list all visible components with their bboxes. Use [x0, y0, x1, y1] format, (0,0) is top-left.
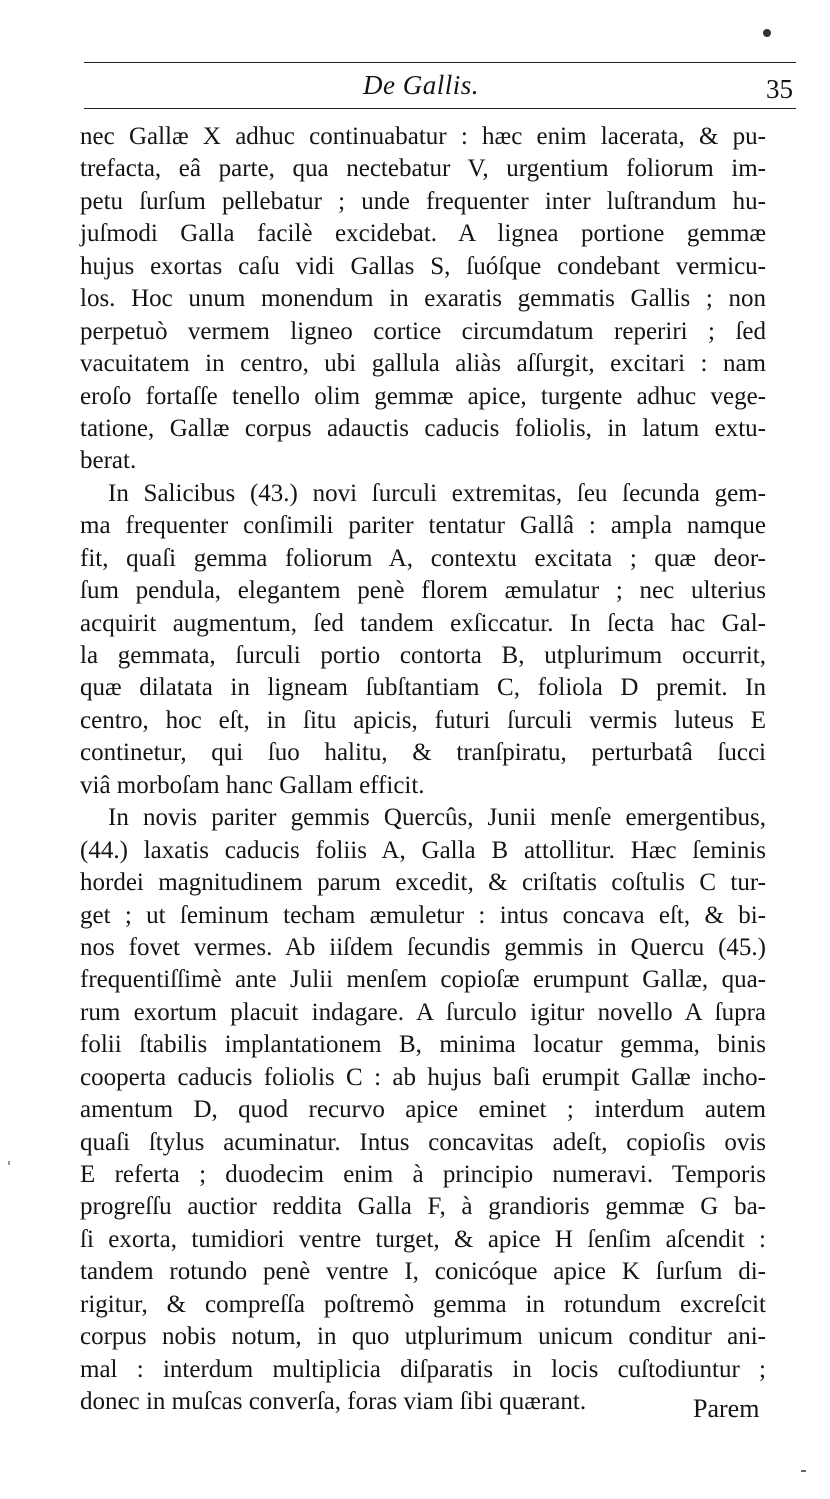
text-line: cooperta caducis foliolis C : ab hujus baſi erumpit Gallæ incho- [80, 1063, 766, 1091]
page-number: 35 [766, 74, 793, 104]
text-line: donec in muſcas converſa, foras viam ſibi quærant. [80, 1388, 587, 1416]
text-line: rum exortum placuit indagare. A ſurculo igitur novello A ſupra [80, 998, 766, 1026]
text-line: amentum D, quod recurvo apice eminet ; interdum autem [80, 1096, 766, 1124]
running-title: De Gallis. [363, 70, 479, 100]
text-line: get ; ut ſeminum techam æmuletur : intus concava eſt, & bi- [80, 901, 766, 929]
text-line: los. Hoc unum monendum in exaratis gemmatis Gallis ; non [80, 285, 766, 313]
header-rule [84, 108, 796, 109]
running-head [0, 70, 830, 106]
text-line: petu ſurſum pellebatur ; unde frequenter inter luſtrandum hu- [80, 187, 766, 215]
text-line: mal : interdum multiplicia diſparatis in locis cuſtodiuntur ; [80, 1355, 766, 1383]
margin-mark [8, 1161, 10, 1165]
text-line: fit, quaſi gemma foliorum A, contextu excitata ; quæ deor- [80, 544, 766, 572]
text-line: ſum pendula, elegantem penè florem æmulatur ; nec ulterius [80, 577, 766, 605]
text-line: juſmodi Galla facilè excidebat. A lignea portione gemmæ [80, 220, 766, 248]
text-line: trefacta, eâ parte, qua nectebatur V, urgentium foliorum im- [80, 155, 766, 183]
text-line: folii ſtabilis implantationem B, minima locatur gemma, binis [80, 1031, 766, 1059]
text-line: nec Gallæ X adhuc continuabatur : hæc enim lacerata, & pu- [80, 123, 766, 150]
catchword: Parem [693, 1394, 760, 1423]
ink-speck [763, 29, 771, 37]
top-rule [84, 62, 796, 63]
text-line: ſi exorta, tumidiori ventre turget, & apice H ſenſim aſcendit : [80, 1225, 766, 1253]
margin-mark [801, 1470, 806, 1472]
text-line: progreſſu auctior reddita Galla F, à grandioris gemmæ G ba- [80, 1193, 766, 1221]
text-line: vacuitatem in centro, ubi gallula aliàs aſſurgit, excitari : nam [80, 350, 766, 378]
text-line: berat. [80, 447, 137, 475]
text-line: hujus exortas caſu vidi Gallas S, ſuóſque condebant vermicu- [80, 252, 766, 280]
text-line: frequentiſſimè ante Julii menſem copioſæ erumpunt Gallæ, qua- [80, 966, 766, 994]
text-line: In Salicibus (43.) novi ſurculi extremitas, ſeu ſecunda gem- [108, 479, 766, 507]
text-line: acquirit augmentum, ſed tandem exſiccatur. In ſecta hac Gal- [80, 609, 766, 637]
text-line: (44.) laxatis caducis foliis A, Galla B attollitur. Hæc ſeminis [80, 836, 766, 864]
text-line: hordei magnitudinem parum excedit, & criſtatis coſtulis C tur- [80, 869, 766, 897]
text-line: continetur, qui ſuo halitu, & tranſpiratu, perturbatâ ſucci [80, 739, 766, 767]
text-line: centro, hoc eſt, in ſitu apicis, futuri ſurculi vermis luteus E [80, 706, 766, 734]
text-line: tatione, Gallæ corpus adauctis caducis foliolis, in latum extu- [80, 414, 766, 442]
text-line: viâ morboſam hanc Gallam efficit. [80, 771, 425, 799]
text-line: E referta ; duodecim enim à principio numeravi. Temporis [80, 1161, 766, 1188]
text-line: In novis pariter gemmis Quercûs, Junii menſe emergentibus, [108, 804, 766, 832]
text-line: ma frequenter conſimili pariter tentatur Gallâ : ampla namque [80, 512, 766, 540]
text-line: rigitur, & compreſſa poſtremò gemma in rotundum excreſcit [80, 1290, 766, 1318]
text-line: quaſi ſtylus acuminatur. Intus concavitas adeſt, copioſis ovis [80, 1128, 766, 1156]
body-text [80, 121, 766, 1419]
text-line: eroſo fortaſſe tenello olim gemmæ apice, turgente adhuc vege- [80, 382, 766, 410]
text-line: corpus nobis notum, in quo utplurimum unicum conditur ani- [80, 1323, 766, 1351]
text-line: nos fovet vermes. Ab iiſdem ſecundis gemmis in Quercu (45.) [80, 933, 766, 961]
text-line: perpetuò vermem ligneo cortice circumdatum reperiri ; ſed [80, 317, 766, 345]
text-line: tandem rotundo penè ventre I, conicóque apice K ſurſum di- [80, 1258, 766, 1286]
text-line: quæ dilatata in ligneam ſubſtantiam C, foliola D premit. In [80, 674, 766, 702]
text-line: la gemmata, ſurculi portio contorta B, utplurimum occurrit, [80, 642, 766, 669]
